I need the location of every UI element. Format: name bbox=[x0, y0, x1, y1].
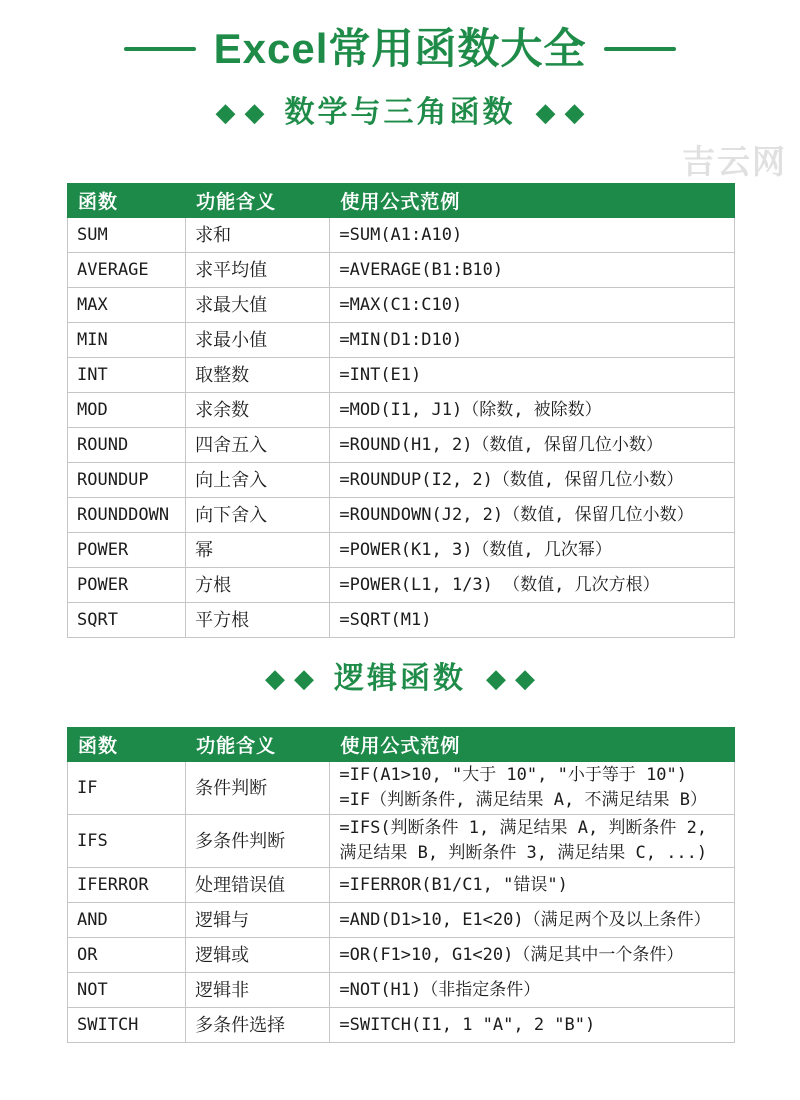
math-functions-table bbox=[67, 183, 735, 638]
example-cell: =AND(D1>10, E1<20)（满足两个及以上条件） bbox=[330, 903, 735, 938]
function-name-cell: ROUNDUP bbox=[68, 463, 186, 498]
meaning-cell: 幂 bbox=[186, 533, 330, 568]
function-name-cell: ROUNDDOWN bbox=[68, 498, 186, 533]
column-header-function: 函数 bbox=[68, 728, 186, 762]
example-cell: =ROUNDOWN(J2, 2)（数值, 保留几位小数） bbox=[330, 498, 735, 533]
page-title-row bbox=[0, 24, 800, 74]
example-cell: =MAX(C1:C10) bbox=[330, 288, 735, 323]
meaning-cell: 平方根 bbox=[186, 603, 330, 638]
table-row bbox=[68, 603, 735, 638]
table-row bbox=[68, 815, 735, 868]
example-cell: =MOD(I1, J1)（除数, 被除数） bbox=[330, 393, 735, 428]
example-cell: =SUM(A1:A10) bbox=[330, 218, 735, 253]
column-header-example: 使用公式范例 bbox=[330, 184, 735, 218]
meaning-cell: 求最小值 bbox=[186, 323, 330, 358]
meaning-cell: 求余数 bbox=[186, 393, 330, 428]
example-cell: =INT(E1) bbox=[330, 358, 735, 393]
meaning-cell: 处理错误值 bbox=[186, 868, 330, 903]
meaning-cell: 逻辑或 bbox=[186, 938, 330, 973]
meaning-cell: 取整数 bbox=[186, 358, 330, 393]
table-row bbox=[68, 868, 735, 903]
section-heading-logic bbox=[0, 662, 800, 695]
example-cell: =SQRT(M1) bbox=[330, 603, 735, 638]
section-heading-logic-label: 逻辑函数 bbox=[334, 661, 466, 696]
table-row bbox=[68, 358, 735, 393]
meaning-cell: 四舍五入 bbox=[186, 428, 330, 463]
example-line-1: =IF(A1>10, "大于 10", "小于等于 10") bbox=[339, 765, 688, 785]
table-row bbox=[68, 253, 735, 288]
diamond-icon: ◆ ◆ bbox=[215, 97, 265, 128]
function-name-cell: AND bbox=[68, 903, 186, 938]
example-cell: =NOT(H1)（非指定条件） bbox=[330, 973, 735, 1008]
table-row bbox=[68, 568, 735, 603]
meaning-cell: 条件判断 bbox=[186, 762, 330, 815]
example-line-2: =IF（判断条件, 满足结果 A, 不满足结果 B） bbox=[339, 790, 707, 810]
function-name-cell: SWITCH bbox=[68, 1008, 186, 1043]
table-header-row bbox=[68, 184, 735, 218]
function-name-cell: MIN bbox=[68, 323, 186, 358]
example-cell: =IFS(判断条件 1, 满足结果 A, 判断条件 2, 满足结果 B, 判断条件 3, 满足结果 C, ...) bbox=[330, 815, 735, 868]
meaning-cell: 求最大值 bbox=[186, 288, 330, 323]
section-heading-math-label: 数学与三角函数 bbox=[284, 95, 516, 130]
meaning-cell: 多条件判断 bbox=[186, 815, 330, 868]
table-row bbox=[68, 1008, 735, 1043]
function-name-cell: INT bbox=[68, 358, 186, 393]
page-title: Excel常用函数大全 bbox=[213, 25, 587, 72]
function-name-cell: AVERAGE bbox=[68, 253, 186, 288]
function-name-cell: NOT bbox=[68, 973, 186, 1008]
example-cell: =ROUNDUP(I2, 2)（数值, 保留几位小数） bbox=[330, 463, 735, 498]
logic-functions-table bbox=[67, 727, 735, 1043]
function-name-cell: MOD bbox=[68, 393, 186, 428]
meaning-cell: 逻辑非 bbox=[186, 973, 330, 1008]
example-cell: =ROUND(H1, 2)（数值, 保留几位小数） bbox=[330, 428, 735, 463]
example-cell: =POWER(L1, 1/3) （数值, 几次方根） bbox=[330, 568, 735, 603]
meaning-cell: 方根 bbox=[186, 568, 330, 603]
meaning-cell: 求和 bbox=[186, 218, 330, 253]
example-cell: =OR(F1>10, G1<20)（满足其中一个条件） bbox=[330, 938, 735, 973]
table-row bbox=[68, 533, 735, 568]
function-name-cell: OR bbox=[68, 938, 186, 973]
meaning-cell: 向上舍入 bbox=[186, 463, 330, 498]
example-cell: =AVERAGE(B1:B10) bbox=[330, 253, 735, 288]
meaning-cell: 多条件选择 bbox=[186, 1008, 330, 1043]
function-name-cell: IFS bbox=[68, 815, 186, 868]
function-name-cell: SQRT bbox=[68, 603, 186, 638]
diamond-icon: ◆ ◆ bbox=[535, 97, 585, 128]
diamond-icon: ◆ ◆ bbox=[265, 663, 314, 694]
function-name-cell: ROUND bbox=[68, 428, 186, 463]
example-cell bbox=[330, 762, 735, 815]
example-cell: =POWER(K1, 3)（数值, 几次幂） bbox=[330, 533, 735, 568]
meaning-cell: 向下舍入 bbox=[186, 498, 330, 533]
function-name-cell: POWER bbox=[68, 568, 186, 603]
diamond-icon: ◆ ◆ bbox=[486, 663, 535, 694]
table-row bbox=[68, 762, 735, 815]
meaning-cell: 求平均值 bbox=[186, 253, 330, 288]
table-row bbox=[68, 903, 735, 938]
column-header-function: 函数 bbox=[68, 184, 186, 218]
watermark: 吉云网 bbox=[682, 142, 787, 181]
title-dash-right bbox=[604, 47, 676, 51]
meaning-cell: 逻辑与 bbox=[186, 903, 330, 938]
table-row bbox=[68, 288, 735, 323]
function-name-cell: IFERROR bbox=[68, 868, 186, 903]
example-cell: =MIN(D1:D10) bbox=[330, 323, 735, 358]
table-row bbox=[68, 323, 735, 358]
function-name-cell: IF bbox=[68, 762, 186, 815]
table-row bbox=[68, 428, 735, 463]
table-row bbox=[68, 393, 735, 428]
example-cell: =IFERROR(B1/C1, "错误") bbox=[330, 868, 735, 903]
column-header-example: 使用公式范例 bbox=[330, 728, 735, 762]
column-header-meaning: 功能含义 bbox=[186, 184, 330, 218]
table-row bbox=[68, 498, 735, 533]
table-row bbox=[68, 218, 735, 253]
example-cell: =SWITCH(I1, 1 "A", 2 "B") bbox=[330, 1008, 735, 1043]
table-header-row bbox=[68, 728, 735, 762]
column-header-meaning: 功能含义 bbox=[186, 728, 330, 762]
function-name-cell: POWER bbox=[68, 533, 186, 568]
function-name-cell: MAX bbox=[68, 288, 186, 323]
section-heading-math bbox=[0, 96, 800, 129]
table-row bbox=[68, 938, 735, 973]
function-name-cell: SUM bbox=[68, 218, 186, 253]
table-row bbox=[68, 463, 735, 498]
table-row bbox=[68, 973, 735, 1008]
title-dash-left bbox=[124, 47, 196, 51]
